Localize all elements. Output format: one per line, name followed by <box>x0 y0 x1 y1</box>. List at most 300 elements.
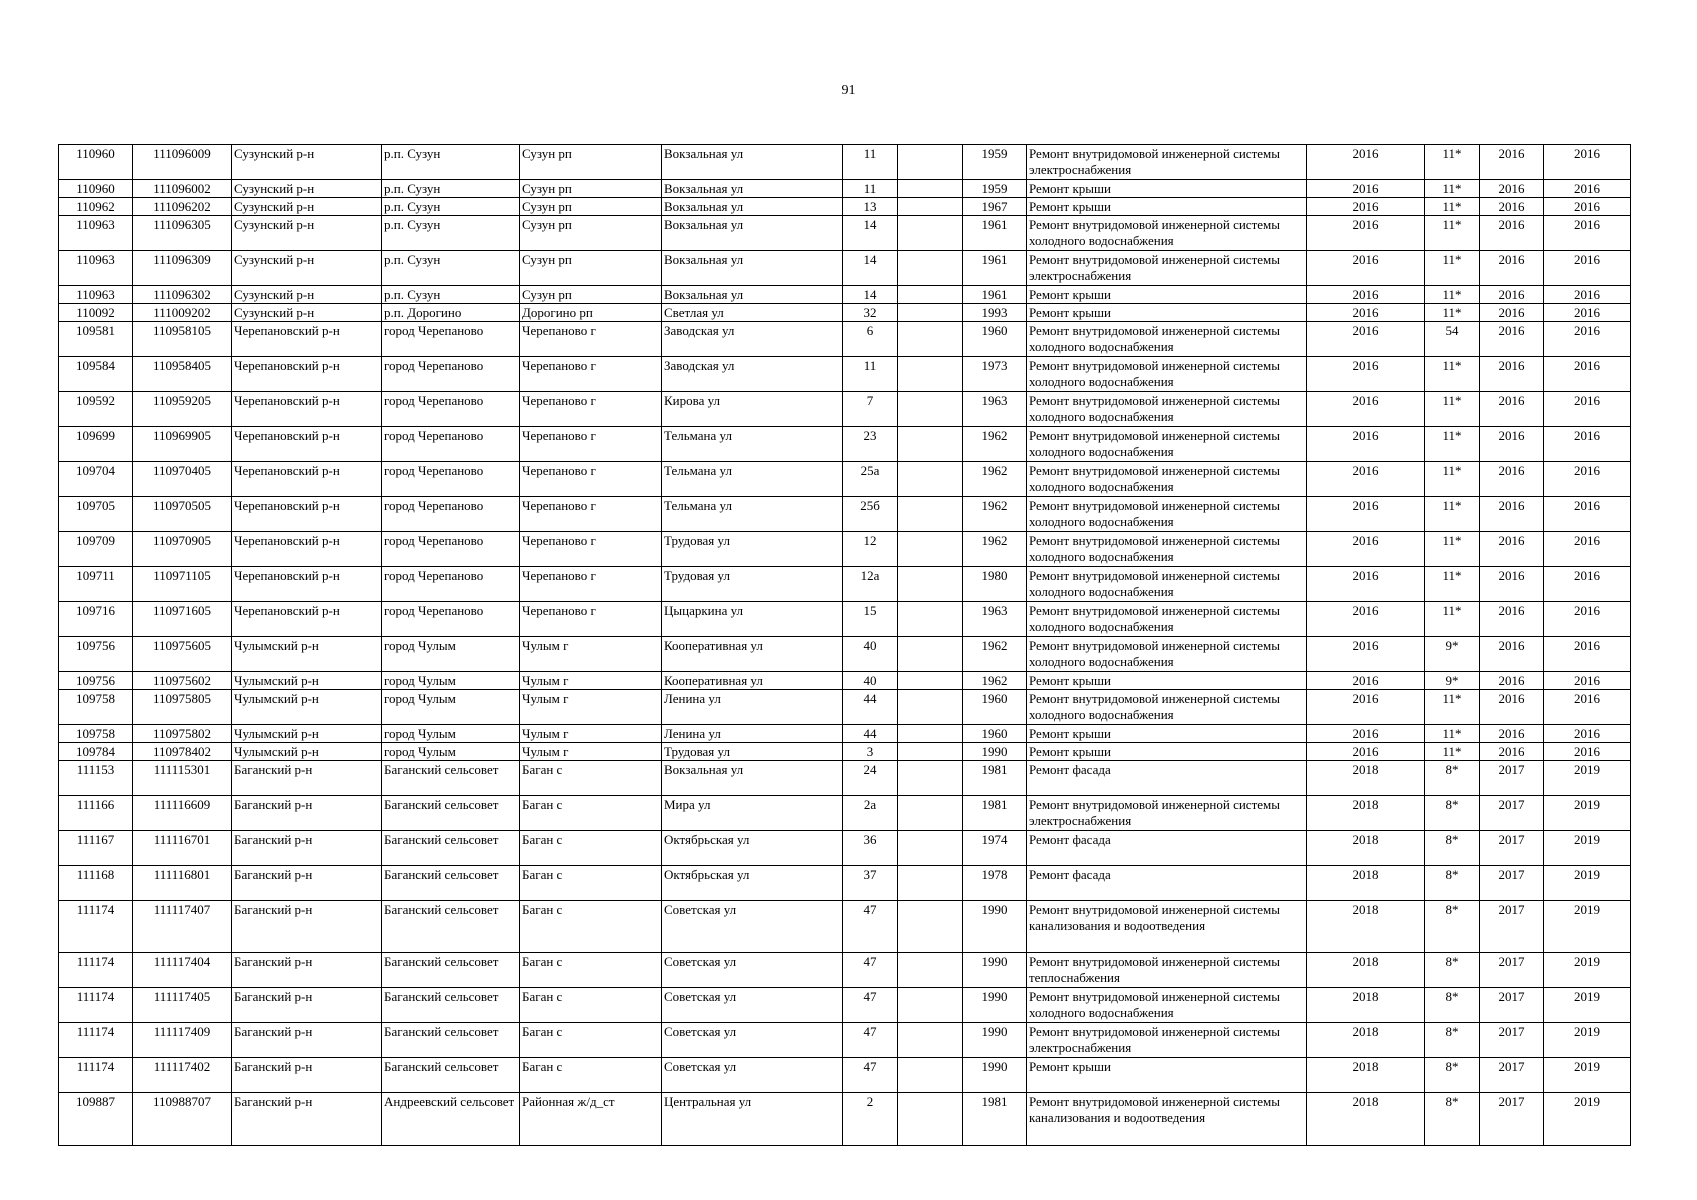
cell-year-built: 1962 <box>963 532 1027 567</box>
cell-code: 111117404 <box>133 953 232 988</box>
cell-plan-year: 2016 <box>1307 392 1425 427</box>
cell-code: 111096302 <box>133 286 232 304</box>
cell-plan-year: 2016 <box>1307 357 1425 392</box>
cell-building <box>898 198 963 216</box>
cell-municipality: р.п. Сузун <box>382 286 520 304</box>
cell-code: 111009202 <box>133 304 232 322</box>
cell-code: 110988707 <box>133 1093 232 1146</box>
cell-municipality: Андреевский сельсовет <box>382 1093 520 1146</box>
cell-id: 109699 <box>59 427 133 462</box>
cell-house: 36 <box>843 831 898 866</box>
cell-work-type: Ремонт внутридомовой инженерной системы электроснабжения <box>1027 796 1307 831</box>
cell-code: 111116701 <box>133 831 232 866</box>
cell-start-year: 2017 <box>1480 953 1544 988</box>
cell-municipality: Баганский сельсовет <box>382 988 520 1023</box>
cell-municipality: Баганский сельсовет <box>382 1023 520 1058</box>
cell-year-built: 1961 <box>963 216 1027 251</box>
cell-priority: 8* <box>1425 761 1480 796</box>
cell-year-built: 1961 <box>963 251 1027 286</box>
cell-district: Баганский р-н <box>232 1023 382 1058</box>
cell-priority: 9* <box>1425 637 1480 672</box>
cell-municipality: Баганский сельсовет <box>382 901 520 953</box>
cell-plan-year: 2016 <box>1307 216 1425 251</box>
cell-street: Тельмана ул <box>662 497 843 532</box>
cell-work-type: Ремонт внутридомовой инженерной системы холодного водоснабжения <box>1027 497 1307 532</box>
cell-house: 12 <box>843 532 898 567</box>
cell-settlement: Сузун рп <box>520 180 662 198</box>
cell-district: Баганский р-н <box>232 866 382 901</box>
cell-municipality: город Черепаново <box>382 567 520 602</box>
cell-street: Советская ул <box>662 1023 843 1058</box>
page-number: 91 <box>841 83 856 98</box>
table-row <box>59 286 1631 304</box>
cell-settlement: Баган с <box>520 1058 662 1093</box>
cell-plan-year: 2016 <box>1307 567 1425 602</box>
cell-start-year: 2017 <box>1480 796 1544 831</box>
cell-end-year: 2016 <box>1544 602 1631 637</box>
cell-end-year: 2016 <box>1544 322 1631 357</box>
cell-id: 109784 <box>59 743 133 761</box>
cell-settlement: Районная ж/д_ст <box>520 1093 662 1146</box>
cell-house: 14 <box>843 286 898 304</box>
cell-year-built: 1993 <box>963 304 1027 322</box>
cell-district: Чулымский р-н <box>232 725 382 743</box>
registry-table <box>58 144 1631 1146</box>
cell-plan-year: 2016 <box>1307 286 1425 304</box>
cell-settlement: Сузун рп <box>520 286 662 304</box>
cell-id: 109756 <box>59 637 133 672</box>
cell-street: Вокзальная ул <box>662 180 843 198</box>
cell-end-year: 2016 <box>1544 637 1631 672</box>
cell-start-year: 2016 <box>1480 180 1544 198</box>
cell-plan-year: 2016 <box>1307 602 1425 637</box>
cell-building <box>898 322 963 357</box>
cell-start-year: 2016 <box>1480 637 1544 672</box>
cell-work-type: Ремонт внутридомовой инженерной системы холодного водоснабжения <box>1027 602 1307 637</box>
cell-settlement: Черепаново г <box>520 497 662 532</box>
cell-settlement: Баган с <box>520 796 662 831</box>
table-row <box>59 532 1631 567</box>
cell-id: 111174 <box>59 953 133 988</box>
cell-house: 7 <box>843 392 898 427</box>
cell-house: 23 <box>843 427 898 462</box>
cell-start-year: 2016 <box>1480 357 1544 392</box>
cell-street: Вокзальная ул <box>662 216 843 251</box>
cell-street: Вокзальная ул <box>662 145 843 180</box>
cell-work-type: Ремонт внутридомовой инженерной системы холодного водоснабжения <box>1027 357 1307 392</box>
cell-settlement: Баган с <box>520 901 662 953</box>
cell-settlement: Черепаново г <box>520 567 662 602</box>
cell-house: 14 <box>843 216 898 251</box>
cell-street: Вокзальная ул <box>662 761 843 796</box>
cell-settlement: Сузун рп <box>520 251 662 286</box>
cell-priority: 11* <box>1425 462 1480 497</box>
cell-id: 111153 <box>59 761 133 796</box>
cell-municipality: Баганский сельсовет <box>382 831 520 866</box>
cell-street: Ленина ул <box>662 690 843 725</box>
cell-start-year: 2016 <box>1480 690 1544 725</box>
cell-district: Баганский р-н <box>232 831 382 866</box>
cell-district: Черепановский р-н <box>232 602 382 637</box>
cell-start-year: 2017 <box>1480 866 1544 901</box>
cell-municipality: город Черепаново <box>382 427 520 462</box>
cell-end-year: 2019 <box>1544 1023 1631 1058</box>
cell-end-year: 2016 <box>1544 304 1631 322</box>
cell-start-year: 2016 <box>1480 672 1544 690</box>
cell-building <box>898 497 963 532</box>
cell-start-year: 2016 <box>1480 462 1544 497</box>
cell-building <box>898 392 963 427</box>
cell-start-year: 2016 <box>1480 251 1544 286</box>
table-row <box>59 761 1631 796</box>
cell-priority: 8* <box>1425 831 1480 866</box>
cell-house: 37 <box>843 866 898 901</box>
cell-settlement: Черепаново г <box>520 322 662 357</box>
cell-municipality: город Чулым <box>382 743 520 761</box>
cell-work-type: Ремонт внутридомовой инженерной системы холодного водоснабжения <box>1027 690 1307 725</box>
cell-plan-year: 2016 <box>1307 637 1425 672</box>
cell-start-year: 2016 <box>1480 322 1544 357</box>
cell-building <box>898 1058 963 1093</box>
cell-priority: 8* <box>1425 1023 1480 1058</box>
cell-id: 111174 <box>59 1023 133 1058</box>
table-row <box>59 1058 1631 1093</box>
cell-street: Цыцаркина ул <box>662 602 843 637</box>
cell-street: Ленина ул <box>662 725 843 743</box>
table-row <box>59 602 1631 637</box>
cell-year-built: 1990 <box>963 743 1027 761</box>
cell-code: 111096309 <box>133 251 232 286</box>
cell-district: Сузунский р-н <box>232 304 382 322</box>
table-row <box>59 796 1631 831</box>
cell-district: Черепановский р-н <box>232 322 382 357</box>
cell-id: 110092 <box>59 304 133 322</box>
cell-district: Чулымский р-н <box>232 743 382 761</box>
cell-street: Тельмана ул <box>662 427 843 462</box>
cell-priority: 11* <box>1425 357 1480 392</box>
cell-settlement: Баган с <box>520 1023 662 1058</box>
cell-street: Вокзальная ул <box>662 286 843 304</box>
cell-plan-year: 2016 <box>1307 427 1425 462</box>
cell-end-year: 2016 <box>1544 145 1631 180</box>
cell-municipality: р.п. Сузун <box>382 180 520 198</box>
cell-code: 111096202 <box>133 198 232 216</box>
cell-id: 109758 <box>59 690 133 725</box>
cell-building <box>898 462 963 497</box>
cell-building <box>898 567 963 602</box>
cell-house: 47 <box>843 901 898 953</box>
cell-start-year: 2017 <box>1480 831 1544 866</box>
cell-street: Советская ул <box>662 901 843 953</box>
cell-year-built: 1962 <box>963 427 1027 462</box>
cell-end-year: 2016 <box>1544 690 1631 725</box>
cell-house: 12а <box>843 567 898 602</box>
cell-code: 111117407 <box>133 901 232 953</box>
cell-work-type: Ремонт внутридомовой инженерной системы электроснабжения <box>1027 1023 1307 1058</box>
cell-municipality: город Чулым <box>382 690 520 725</box>
cell-year-built: 1978 <box>963 866 1027 901</box>
cell-id: 109709 <box>59 532 133 567</box>
cell-plan-year: 2016 <box>1307 672 1425 690</box>
cell-end-year: 2019 <box>1544 988 1631 1023</box>
cell-settlement: Черепаново г <box>520 462 662 497</box>
cell-street: Центральная ул <box>662 1093 843 1146</box>
cell-street: Тельмана ул <box>662 462 843 497</box>
cell-plan-year: 2018 <box>1307 1058 1425 1093</box>
cell-code: 110970505 <box>133 497 232 532</box>
cell-start-year: 2017 <box>1480 1093 1544 1146</box>
cell-start-year: 2017 <box>1480 901 1544 953</box>
cell-municipality: город Черепаново <box>382 322 520 357</box>
cell-start-year: 2016 <box>1480 145 1544 180</box>
table-row <box>59 743 1631 761</box>
cell-street: Кооперативная ул <box>662 637 843 672</box>
cell-end-year: 2019 <box>1544 796 1631 831</box>
cell-end-year: 2019 <box>1544 953 1631 988</box>
cell-code: 110975805 <box>133 690 232 725</box>
cell-building <box>898 901 963 953</box>
cell-start-year: 2016 <box>1480 392 1544 427</box>
cell-house: 14 <box>843 251 898 286</box>
cell-municipality: р.п. Сузун <box>382 251 520 286</box>
cell-id: 111167 <box>59 831 133 866</box>
table-row <box>59 567 1631 602</box>
cell-start-year: 2016 <box>1480 198 1544 216</box>
table-row <box>59 637 1631 672</box>
cell-priority: 8* <box>1425 953 1480 988</box>
cell-district: Баганский р-н <box>232 761 382 796</box>
table-row <box>59 690 1631 725</box>
cell-work-type: Ремонт крыши <box>1027 725 1307 743</box>
cell-building <box>898 637 963 672</box>
cell-building <box>898 1023 963 1058</box>
table-row <box>59 901 1631 953</box>
cell-code: 111115301 <box>133 761 232 796</box>
cell-house: 6 <box>843 322 898 357</box>
cell-priority: 11* <box>1425 198 1480 216</box>
cell-work-type: Ремонт внутридомовой инженерной системы теплоснабжения <box>1027 953 1307 988</box>
cell-year-built: 1962 <box>963 637 1027 672</box>
cell-year-built: 1962 <box>963 497 1027 532</box>
table-row <box>59 831 1631 866</box>
cell-plan-year: 2016 <box>1307 532 1425 567</box>
cell-code: 110978402 <box>133 743 232 761</box>
cell-code: 111116609 <box>133 796 232 831</box>
cell-priority: 11* <box>1425 743 1480 761</box>
cell-plan-year: 2016 <box>1307 145 1425 180</box>
cell-plan-year: 2016 <box>1307 251 1425 286</box>
cell-district: Черепановский р-н <box>232 357 382 392</box>
cell-plan-year: 2018 <box>1307 796 1425 831</box>
cell-end-year: 2016 <box>1544 725 1631 743</box>
cell-settlement: Черепаново г <box>520 392 662 427</box>
cell-id: 111174 <box>59 1058 133 1093</box>
cell-priority: 11* <box>1425 304 1480 322</box>
cell-street: Трудовая ул <box>662 567 843 602</box>
cell-year-built: 1961 <box>963 286 1027 304</box>
cell-work-type: Ремонт внутридомовой инженерной системы холодного водоснабжения <box>1027 392 1307 427</box>
cell-work-type: Ремонт внутридомовой инженерной системы электроснабжения <box>1027 251 1307 286</box>
cell-house: 2 <box>843 1093 898 1146</box>
table-row <box>59 180 1631 198</box>
cell-year-built: 1960 <box>963 690 1027 725</box>
cell-id: 110963 <box>59 286 133 304</box>
cell-building <box>898 1093 963 1146</box>
cell-priority: 8* <box>1425 796 1480 831</box>
cell-building <box>898 286 963 304</box>
cell-street: Трудовая ул <box>662 532 843 567</box>
cell-priority: 11* <box>1425 251 1480 286</box>
cell-street: Вокзальная ул <box>662 198 843 216</box>
cell-start-year: 2016 <box>1480 286 1544 304</box>
cell-end-year: 2016 <box>1544 251 1631 286</box>
cell-district: Чулымский р-н <box>232 690 382 725</box>
cell-municipality: город Черепаново <box>382 497 520 532</box>
cell-code: 110975602 <box>133 672 232 690</box>
cell-start-year: 2016 <box>1480 725 1544 743</box>
cell-district: Баганский р-н <box>232 953 382 988</box>
cell-work-type: Ремонт внутридомовой инженерной системы электроснабжения <box>1027 145 1307 180</box>
cell-end-year: 2019 <box>1544 901 1631 953</box>
cell-start-year: 2017 <box>1480 1058 1544 1093</box>
cell-settlement: Чулым г <box>520 690 662 725</box>
cell-district: Баганский р-н <box>232 988 382 1023</box>
cell-id: 109887 <box>59 1093 133 1146</box>
cell-work-type: Ремонт крыши <box>1027 180 1307 198</box>
table-row <box>59 304 1631 322</box>
cell-district: Сузунский р-н <box>232 180 382 198</box>
cell-end-year: 2016 <box>1544 462 1631 497</box>
cell-year-built: 1959 <box>963 145 1027 180</box>
cell-priority: 11* <box>1425 532 1480 567</box>
cell-end-year: 2016 <box>1544 198 1631 216</box>
cell-work-type: Ремонт внутридомовой инженерной системы холодного водоснабжения <box>1027 462 1307 497</box>
cell-end-year: 2019 <box>1544 1058 1631 1093</box>
cell-priority: 9* <box>1425 672 1480 690</box>
cell-year-built: 1973 <box>963 357 1027 392</box>
cell-house: 11 <box>843 145 898 180</box>
cell-municipality: город Черепаново <box>382 462 520 497</box>
cell-settlement: Баган с <box>520 953 662 988</box>
cell-municipality: Баганский сельсовет <box>382 1058 520 1093</box>
cell-building <box>898 866 963 901</box>
table-row <box>59 145 1631 180</box>
cell-building <box>898 690 963 725</box>
cell-house: 13 <box>843 198 898 216</box>
cell-work-type: Ремонт крыши <box>1027 198 1307 216</box>
cell-year-built: 1990 <box>963 1023 1027 1058</box>
cell-id: 109584 <box>59 357 133 392</box>
cell-priority: 11* <box>1425 427 1480 462</box>
cell-house: 24 <box>843 761 898 796</box>
cell-id: 111174 <box>59 901 133 953</box>
cell-start-year: 2016 <box>1480 216 1544 251</box>
cell-year-built: 1980 <box>963 567 1027 602</box>
cell-municipality: р.п. Сузун <box>382 145 520 180</box>
cell-work-type: Ремонт внутридомовой инженерной системы холодного водоснабжения <box>1027 988 1307 1023</box>
cell-house: 3 <box>843 743 898 761</box>
cell-code: 110958405 <box>133 357 232 392</box>
cell-end-year: 2019 <box>1544 761 1631 796</box>
cell-settlement: Сузун рп <box>520 145 662 180</box>
cell-street: Советская ул <box>662 1058 843 1093</box>
cell-id: 109704 <box>59 462 133 497</box>
cell-building <box>898 761 963 796</box>
table-row <box>59 725 1631 743</box>
cell-municipality: город Чулым <box>382 725 520 743</box>
cell-district: Сузунский р-н <box>232 251 382 286</box>
cell-municipality: р.п. Дорогино <box>382 304 520 322</box>
cell-street: Светлая ул <box>662 304 843 322</box>
cell-house: 32 <box>843 304 898 322</box>
cell-district: Сузунский р-н <box>232 216 382 251</box>
cell-plan-year: 2018 <box>1307 761 1425 796</box>
cell-work-type: Ремонт внутридомовой инженерной системы холодного водоснабжения <box>1027 216 1307 251</box>
cell-house: 47 <box>843 953 898 988</box>
cell-priority: 8* <box>1425 901 1480 953</box>
table-row <box>59 988 1631 1023</box>
cell-house: 47 <box>843 1023 898 1058</box>
cell-settlement: Чулым г <box>520 637 662 672</box>
cell-settlement: Сузун рп <box>520 198 662 216</box>
cell-building <box>898 180 963 198</box>
cell-work-type: Ремонт внутридомовой инженерной системы канализования и водоотведения <box>1027 901 1307 953</box>
cell-work-type: Ремонт крыши <box>1027 304 1307 322</box>
cell-plan-year: 2018 <box>1307 1023 1425 1058</box>
cell-street: Вокзальная ул <box>662 251 843 286</box>
table-row <box>59 251 1631 286</box>
cell-building <box>898 532 963 567</box>
cell-start-year: 2016 <box>1480 427 1544 462</box>
cell-street: Советская ул <box>662 988 843 1023</box>
cell-building <box>898 988 963 1023</box>
cell-plan-year: 2016 <box>1307 304 1425 322</box>
cell-priority: 8* <box>1425 866 1480 901</box>
cell-year-built: 1967 <box>963 198 1027 216</box>
table-row <box>59 497 1631 532</box>
cell-district: Черепановский р-н <box>232 532 382 567</box>
cell-id: 110960 <box>59 145 133 180</box>
cell-code: 110970905 <box>133 532 232 567</box>
table-row <box>59 672 1631 690</box>
cell-house: 25а <box>843 462 898 497</box>
cell-building <box>898 725 963 743</box>
cell-work-type: Ремонт фасада <box>1027 761 1307 796</box>
cell-municipality: Баганский сельсовет <box>382 761 520 796</box>
cell-code: 110971105 <box>133 567 232 602</box>
cell-settlement: Чулым г <box>520 743 662 761</box>
cell-priority: 11* <box>1425 567 1480 602</box>
cell-priority: 8* <box>1425 1093 1480 1146</box>
cell-priority: 11* <box>1425 286 1480 304</box>
cell-building <box>898 602 963 637</box>
cell-year-built: 1981 <box>963 796 1027 831</box>
cell-settlement: Баган с <box>520 831 662 866</box>
table-row <box>59 1093 1631 1146</box>
cell-work-type: Ремонт крыши <box>1027 1058 1307 1093</box>
cell-code: 110975605 <box>133 637 232 672</box>
cell-work-type: Ремонт внутридомовой инженерной системы канализования и водоотведения <box>1027 1093 1307 1146</box>
cell-id: 109705 <box>59 497 133 532</box>
cell-end-year: 2016 <box>1544 497 1631 532</box>
cell-end-year: 2016 <box>1544 216 1631 251</box>
cell-building <box>898 427 963 462</box>
cell-end-year: 2019 <box>1544 831 1631 866</box>
cell-plan-year: 2018 <box>1307 831 1425 866</box>
cell-end-year: 2016 <box>1544 532 1631 567</box>
cell-building <box>898 357 963 392</box>
cell-start-year: 2016 <box>1480 497 1544 532</box>
